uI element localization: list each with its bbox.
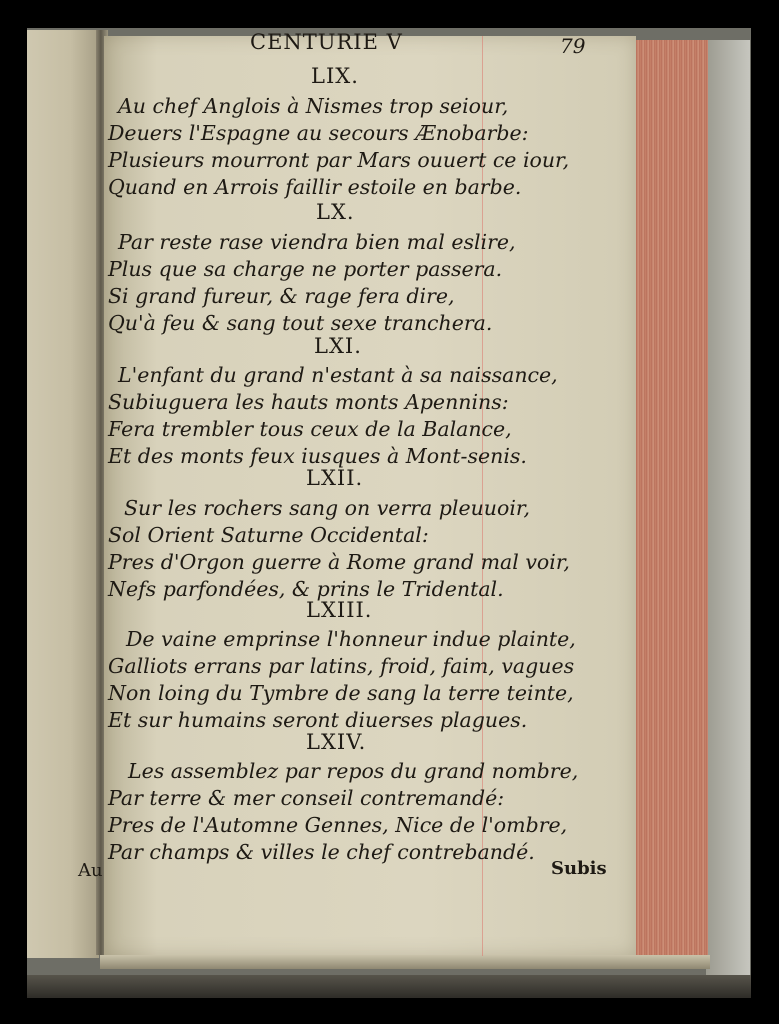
verse-line: De vaine emprinse l'honneur indue plainte, [126, 627, 576, 651]
verse-line: Pres de l'Automne Gennes, Nice de l'ombre, [108, 813, 568, 837]
page-bottom-edge [100, 955, 710, 969]
stanza-number: LXIV. [306, 730, 367, 754]
verse-line: Et sur humains seront diuerses plagues. [108, 708, 528, 732]
verse-line: Sol Orient Saturne Occidental: [108, 523, 429, 547]
verse-line: Par terre & mer conseil contremandé: [108, 786, 505, 810]
verse-line: Deuers l'Espagne au secours Ænobarbe: [108, 121, 529, 145]
verse-line: Par champs & villes le chef contrebandé. [108, 840, 535, 864]
left-page-catchword: Au [78, 860, 103, 881]
stanza-number: LXI. [314, 334, 362, 358]
stanza-number: LXII. [306, 466, 364, 490]
verse-line: Plusieurs mourront par Mars ouuert ce iour, [108, 148, 570, 172]
page-number: 79 [560, 34, 586, 58]
running-header: CENTURIE V [250, 30, 403, 54]
verse-line: Plus que sa charge ne porter passera. [108, 257, 503, 281]
verse-line: Si grand fureur, & rage fera dire, [108, 284, 455, 308]
verse-line: Pres d'Orgon guerre à Rome grand mal voir, [108, 550, 570, 574]
left-page [27, 30, 99, 958]
verse-line: Galliots errans par latins, froid, faim, vagues [108, 654, 575, 678]
catchword: Subis [551, 858, 607, 879]
verse-line: Non loing du Tymbre de sang la terre teinte, [108, 681, 574, 705]
verse-line: Sur les rochers sang on verra pleuuoir, [124, 496, 530, 520]
verse-line: Qu'à feu & sang tout sexe tranchera. [108, 311, 493, 335]
verse-line: Par reste rase viendra bien mal eslire, [118, 230, 516, 254]
verse-line: Au chef Anglois à Nismes trop seiour, [118, 94, 509, 118]
verse-line: Quand en Arrois faillir estoile en barbe. [108, 175, 522, 199]
page-edges [630, 40, 708, 968]
scan-bottom-border [27, 975, 751, 998]
verse-line: Fera trembler tous ceux de la Balance, [108, 417, 512, 441]
stanza-number: LX. [316, 200, 355, 224]
verse-line: Les assemblez par repos du grand nombre, [128, 759, 579, 783]
verse-line: Subiuguera les hauts monts Apennins: [108, 390, 509, 414]
verse-line: Et des monts feux iusques à Mont-senis. [108, 444, 527, 468]
stanza-number: LIX. [311, 64, 359, 88]
verse-line: L'enfant du grand n'estant à sa naissance, [118, 363, 558, 387]
verse-line: Nefs parfondées, & prins le Tridental. [108, 577, 504, 601]
stanza-number: LXIII. [306, 598, 373, 622]
book-cover-edge [706, 40, 750, 975]
